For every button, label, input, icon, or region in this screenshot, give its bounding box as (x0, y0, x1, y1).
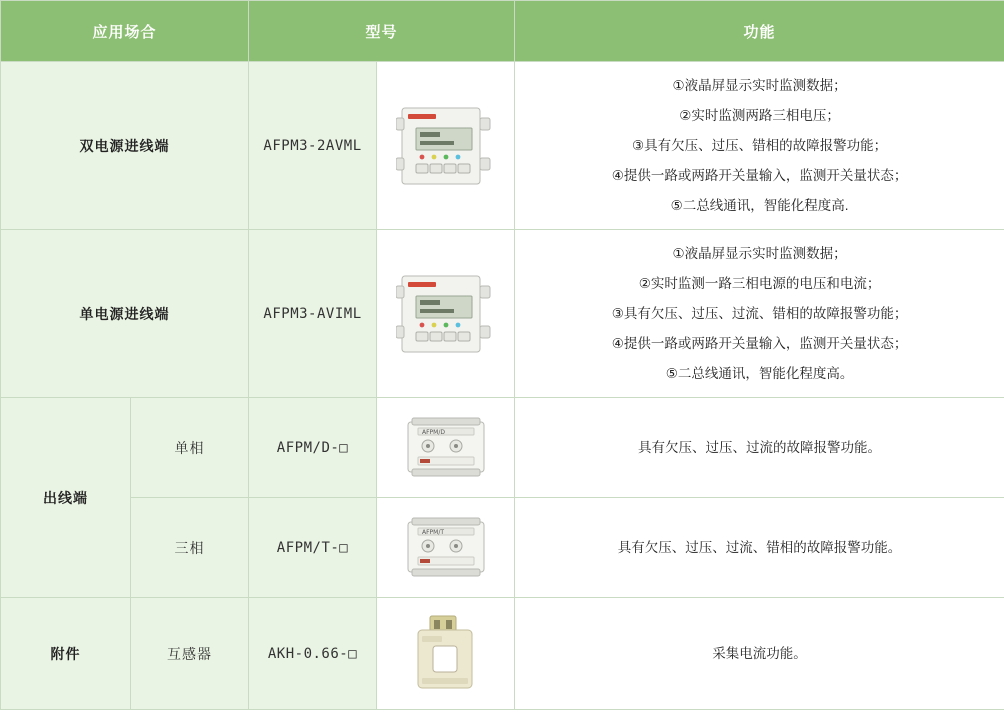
cell-application-outgoing: 出线端 (1, 398, 131, 598)
cell-model-afpm-t: AFPM/T-□ (249, 498, 377, 598)
cell-model-afpm3-aviml: AFPM3-AVIML (249, 230, 377, 398)
akh-066-photo (377, 612, 514, 696)
cell-function-afpm-d (515, 398, 1004, 498)
header-function: 功能 (515, 1, 1004, 62)
cell-function-dual-source (515, 62, 1004, 230)
svg-text:AFPM/D: AFPM/D (421, 428, 445, 436)
header-model: 型号 (249, 1, 515, 62)
cell-application-accessory: 附件 (1, 598, 131, 710)
table-row (1, 62, 1004, 230)
function-line: ②实时监测一路三相电源的电压和电流； (638, 275, 881, 291)
table-body (1, 62, 1004, 710)
afpm-d-photo (377, 412, 514, 484)
function-line: ②实时监测两路三相电压； (679, 107, 840, 123)
din-rail-module-icon (398, 412, 494, 484)
function-line: ①液晶屏显示实时监测数据； (672, 77, 847, 93)
function-line: ⑤二总线通讯，智能化程度高. (670, 197, 849, 213)
svg-text:AFPM/T: AFPM/T (421, 528, 444, 536)
function-line: ④提供一路或两路开关量输入，监测开关量状态； (611, 335, 908, 351)
function-line: 具有欠压、过压、过流、错相的故障报警功能。 (617, 539, 902, 555)
cell-application-single-source: 单电源进线端 (1, 230, 249, 398)
function-line: 采集电流功能。 (712, 645, 807, 661)
din-rail-module-icon (398, 512, 494, 584)
cell-model-afpm-d: AFPM/D-□ (249, 398, 377, 498)
table-header (1, 1, 1004, 62)
cell-function-single-source (515, 230, 1004, 398)
afpm3-aviml-photo (377, 272, 514, 356)
afpm3-2avml-photo (377, 104, 514, 188)
table-row (1, 598, 1004, 710)
cell-photo-afpm-t (377, 498, 515, 598)
cell-phase-single: 单相 (131, 398, 249, 498)
meter-device-icon (396, 104, 496, 188)
cell-function-afpm-t (515, 498, 1004, 598)
function-line: ③具有欠压、过压、过流、错相的故障报警功能； (611, 305, 908, 321)
table-header-row (1, 1, 1004, 62)
cell-phase-ct: 互感器 (131, 598, 249, 710)
function-line: ③具有欠压、过压、错相的故障报警功能； (631, 137, 888, 153)
cell-model-akh: AKH-0.66-□ (249, 598, 377, 710)
meter-device-icon (396, 272, 496, 356)
table-row (1, 398, 1004, 498)
function-line: 具有欠压、过压、过流的故障报警功能。 (638, 439, 882, 455)
table-row (1, 498, 1004, 598)
header-application: 应用场合 (1, 1, 249, 62)
cell-function-akh (515, 598, 1004, 710)
cell-photo-afpm3-2avml (377, 62, 515, 230)
cell-photo-akh (377, 598, 515, 710)
current-transformer-icon (400, 612, 492, 696)
function-line: ⑤二总线通讯，智能化程度高。 (665, 365, 854, 381)
cell-photo-afpm3-aviml (377, 230, 515, 398)
cell-phase-three: 三相 (131, 498, 249, 598)
cell-application-dual-source: 双电源进线端 (1, 62, 249, 230)
function-line: ④提供一路或两路开关量输入，监测开关量状态； (611, 167, 908, 183)
cell-photo-afpm-d (377, 398, 515, 498)
function-line: ①液晶屏显示实时监测数据； (672, 245, 847, 261)
afpm-t-photo (377, 512, 514, 584)
table-row (1, 230, 1004, 398)
cell-model-afpm3-2avml: AFPM3-2AVML (249, 62, 377, 230)
